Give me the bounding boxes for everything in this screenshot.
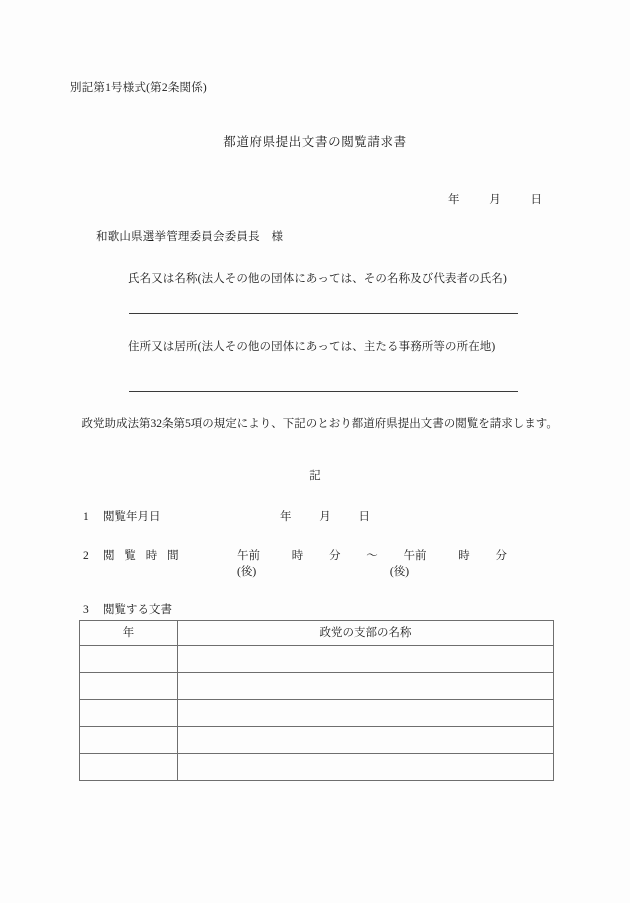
- start-ampm-alt-label: (後): [237, 566, 257, 578]
- item-2-label: 閲 覧 時 間: [103, 550, 183, 562]
- table-cell-branch-name[interactable]: [178, 646, 554, 673]
- table-cell-branch-name[interactable]: [178, 754, 554, 781]
- table-row: [80, 700, 554, 727]
- date-line: [448, 192, 542, 209]
- table-row: [80, 727, 554, 754]
- end-ampm-label: 午前: [403, 550, 427, 562]
- item-3-number: 3: [83, 604, 89, 616]
- applicant-address-label: 住所又は居所(法人その他の団体にあっては、主たる事務所等の所在地): [128, 341, 496, 353]
- date-month-label: 月: [489, 194, 501, 206]
- view-date-year-label: 年: [280, 511, 292, 523]
- applicant-name-write-line[interactable]: [129, 313, 518, 314]
- date-day-label: 日: [530, 194, 542, 206]
- documents-table: [79, 620, 554, 781]
- date-year-label: 年: [448, 194, 460, 206]
- request-body-text: 政党助成法第32条第5項の規定により、下記のとおり都道府県提出文書の閲覧を請求します。: [81, 418, 558, 430]
- table-cell-year[interactable]: [80, 700, 178, 727]
- addressee-line: 和歌山県選挙管理委員会委員長 様: [96, 231, 284, 243]
- table-cell-year[interactable]: [80, 754, 178, 781]
- item-1-label: 閲覧年月日: [103, 511, 161, 523]
- end-minute-label: 分: [495, 550, 507, 562]
- view-date-month-label: 月: [319, 511, 331, 523]
- table-cell-year[interactable]: [80, 727, 178, 754]
- ki-marker: 記: [309, 470, 321, 482]
- end-ampm-alt-label: (後): [389, 566, 410, 578]
- item-2-value: [237, 548, 507, 565]
- item-2-number: 2: [83, 550, 89, 562]
- item-2-ampm-alternates: [237, 564, 409, 581]
- item-1-number: 1: [83, 511, 89, 523]
- form-number: 別記第1号様式(第2条関係): [70, 82, 207, 94]
- item-1-value: [280, 509, 370, 526]
- table-cell-branch-name[interactable]: [178, 673, 554, 700]
- start-hour-label: 時: [291, 550, 304, 562]
- table-header-row: [80, 621, 554, 646]
- item-3-label: 閲覧する文書: [103, 604, 172, 616]
- table-row: [80, 673, 554, 700]
- table-row: [80, 754, 554, 781]
- page-title: 都道府県提出文書の閲覧請求書: [223, 135, 407, 149]
- table-row: [80, 646, 554, 673]
- applicant-address-write-line[interactable]: [129, 391, 518, 392]
- table-cell-year[interactable]: [80, 673, 178, 700]
- table-cell-branch-name[interactable]: [178, 727, 554, 754]
- time-range-mark: 〜: [366, 550, 378, 562]
- table-header-branch-name: 政党の支部の名称: [178, 621, 554, 646]
- applicant-name-label: 氏名又は名称(法人その他の団体にあっては、その名称及び代表者の氏名): [128, 273, 507, 285]
- table-header-year: 年: [80, 621, 178, 646]
- table-cell-year[interactable]: [80, 646, 178, 673]
- start-ampm-label: 午前: [237, 550, 260, 562]
- view-date-day-label: 日: [358, 511, 370, 523]
- table-cell-branch-name[interactable]: [178, 700, 554, 727]
- end-hour-label: 時: [458, 550, 470, 562]
- start-minute-label: 分: [329, 550, 341, 562]
